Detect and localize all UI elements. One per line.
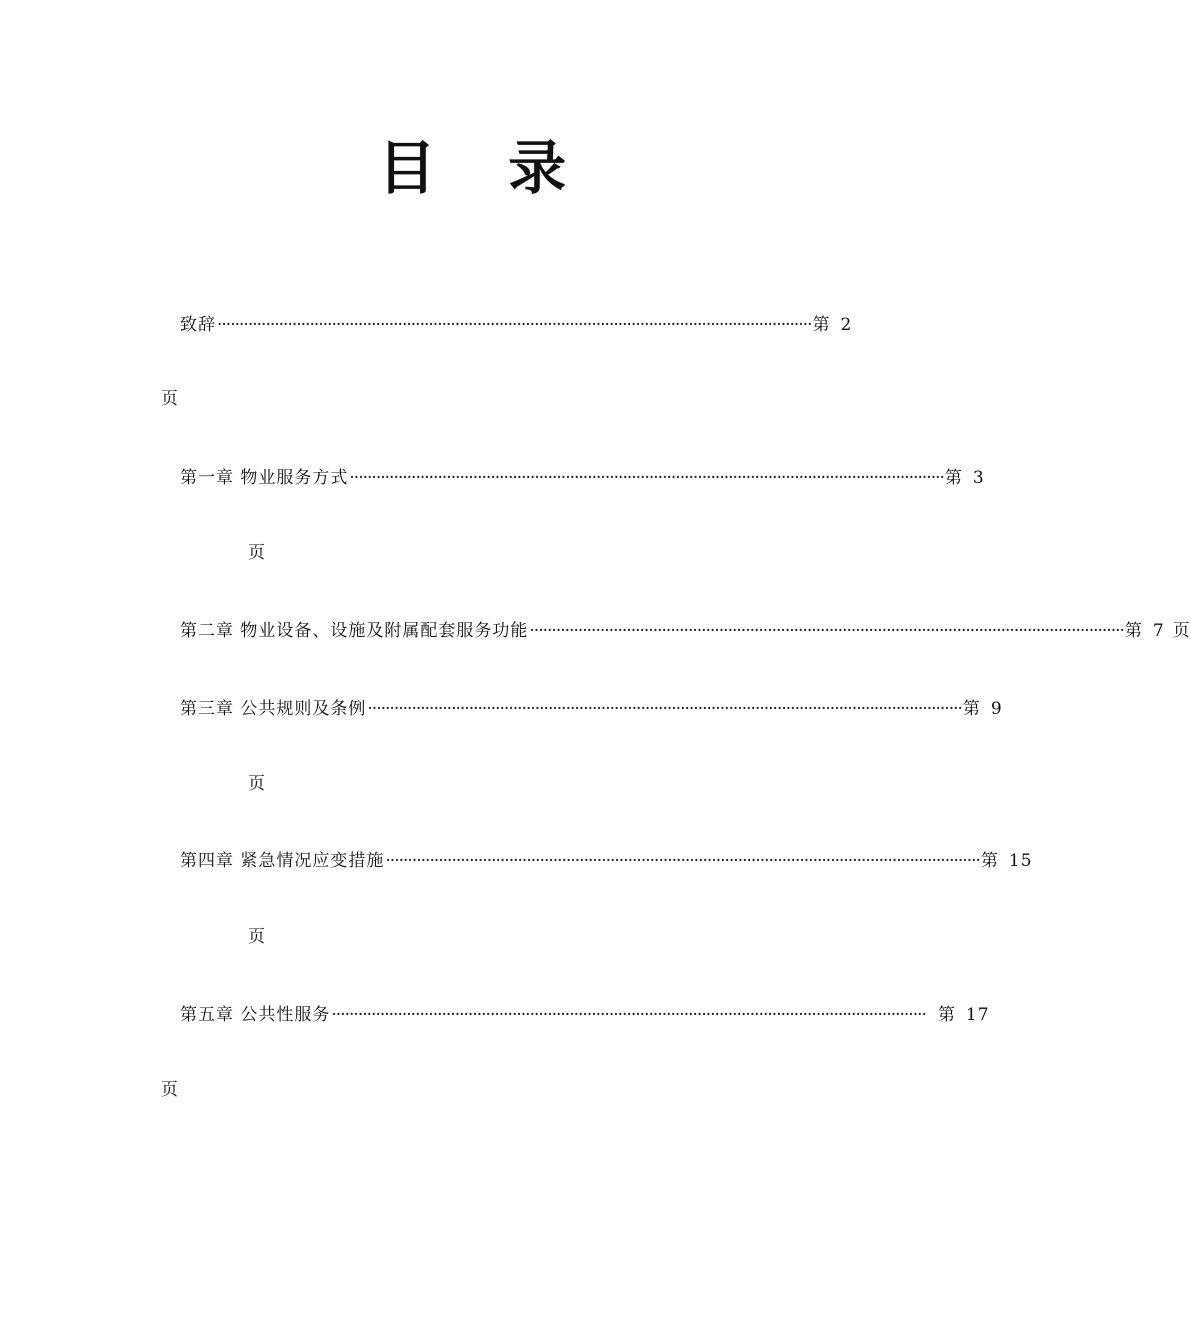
toc-page-unit: 页 — [161, 389, 178, 409]
toc-entry-chapter-3[interactable] — [180, 697, 1003, 721]
toc-entry-name: 致辞 — [180, 315, 216, 335]
toc-entry-chapter-2[interactable] — [180, 619, 1191, 643]
toc-leader-dots: ······································································································································· — [349, 468, 944, 488]
toc-page-ref: 第 15 — [980, 851, 1033, 871]
toc-page-ref: 第 7 页 — [1124, 621, 1191, 641]
toc-page-ref: 第 3 — [944, 468, 985, 488]
toc-page-ref: 第 9 — [962, 699, 1003, 719]
toc-entry-name: 第五章 公共性服务 — [180, 1005, 331, 1025]
toc-page-ref: 第 17 — [937, 1005, 990, 1025]
toc-entry-preface[interactable] — [180, 313, 853, 337]
toc-entry-name: 第四章 紧急情况应变措施 — [180, 851, 385, 871]
toc-page-unit: 页 — [248, 774, 265, 794]
toc-page-unit: 页 — [161, 1080, 178, 1100]
toc-page-unit: 页 — [248, 543, 265, 563]
toc-leader-dots: ······································································································································· — [385, 851, 980, 871]
toc-page-unit: 页 — [248, 927, 265, 947]
page-title: 目 录 — [377, 134, 593, 202]
toc-leader-dots: ······································································································································· — [331, 1005, 926, 1025]
toc-leader-dots: ······································································································································· — [367, 699, 962, 719]
toc-leader-dots: ······································································································································· — [529, 621, 1124, 641]
toc-entry-chapter-4[interactable] — [180, 849, 1033, 873]
toc-entry-chapter-5[interactable] — [180, 1003, 990, 1027]
toc-entry-name: 第三章 公共规则及条例 — [180, 699, 367, 719]
toc-entry-name: 第二章 物业设备、设施及附属配套服务功能 — [180, 621, 529, 641]
toc-entry-name: 第一章 物业服务方式 — [180, 468, 349, 488]
toc-leader-dots: ······································································································································· — [217, 315, 812, 335]
toc-page-ref: 第 2 — [812, 315, 853, 335]
toc-entry-chapter-1[interactable] — [180, 466, 985, 490]
